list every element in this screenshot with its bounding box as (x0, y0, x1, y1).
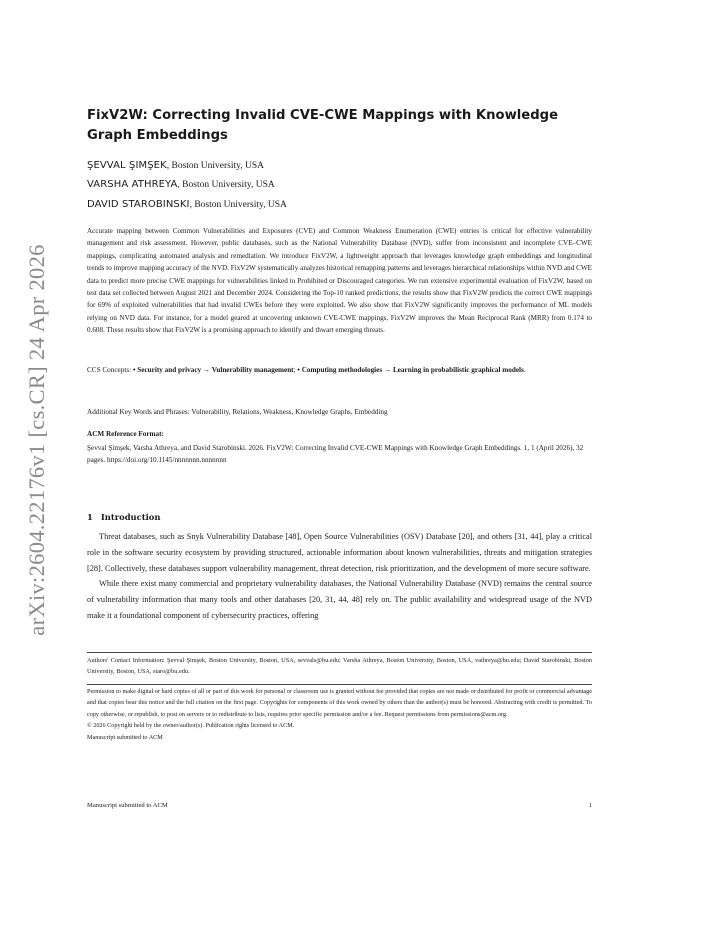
ccs-end: . (523, 366, 526, 374)
section-heading (87, 512, 160, 522)
ccs-concept-2: • Computing methodologies → Learning in probabilistic graphical models (297, 366, 524, 374)
section-title: Introduction (100, 512, 161, 522)
author-contact-info: Authors' Contact Information: Şevval Şimşek, Boston University, Boston, USA, sevvals@bu.edu; Varsha Athreya, Boston University, Boston, USA, vathreya@bu.edu; David Starobinski, Boston University, Boston, USA, staro@bu.edu. (87, 657, 592, 676)
abstract: Accurate mapping between Common Vulnerabilities and Exposures (CVE) and Common Weakness Enumeration (CWE) entries is critical for effective vulnerability management and risk assessment. However, public databases, such as the National Vulnerability Database (NVD), suffer from inconsistent and incomplete CVE–CWE mappings, complicating automated analysis and remediation. We introduce FixV2W, a lightweight approach that leverages knowledge graph embeddings and longitudinal trends to improve mapping accuracy of the NVD. FixV2W systematically analyzes historical remapping patterns and leverages hierarchical relationships within NVD and CWE data to predict more precise CWE mappings for vulnerabilities linked to Prohibited or Discouraged categories. We run extensive experimental evaluation of FixV2W, based on test data set collected between August 2021 and December 2024. Considering the Top-10 ranked predictions, the results show that FixV2W predicts the correct CWE mappings for 69% of exploited vulnerabilities that had invalid CWEs before they were exploited. We also show that FixV2W significantly improves the performance of ML models relying on NVD data. For instance, for a model geared at uncovering unknown CVE-CWE mappings, FixV2W improves the Mean Reciprocal Rank (MRR) from 0.174 to 0.608. These results show that FixV2W is a promising approach to identify and thwart emerging threats. (87, 227, 592, 335)
arxiv-stamp (22, 235, 52, 645)
author-name: VARSHA ATHREYA (87, 179, 178, 190)
paper-title: FixV2W: Correcting Invalid CVE-CWE Mappings with Knowledge Graph Embeddings (87, 108, 559, 143)
footnote-divider (87, 652, 592, 653)
section-number: 1 (87, 512, 93, 522)
introduction-body (87, 529, 592, 624)
arxiv-identifier[interactable]: arXiv:2604.22176v1 [cs.CR] 24 Apr 2026 (24, 244, 49, 636)
page-number: 1 (588, 802, 592, 809)
ccs-label: CCS Concepts: (87, 366, 133, 374)
author-name: DAVID STAROBINSKI (87, 199, 190, 210)
copyright-line: © 2026 Copyright held by the owner/author(s). Publication rights licensed to ACM. (87, 722, 295, 730)
intro-paragraph-2: While there exist many commercial and proprietary vulnerability databases, the National Vulnerability Database (NVD) remains the central source of vulnerability information that many tools and other databases [20, 31, 44, 48] rely on. The public availability and widespread usage of the NVD make it a foundational component of cybersecurity practices, offering (87, 579, 592, 620)
permission-block (87, 686, 592, 743)
author-3 (87, 199, 287, 210)
ccs-separator: ; (293, 366, 298, 374)
acm-reference-heading: ACM Reference Format: (87, 430, 164, 438)
author-1 (87, 160, 264, 171)
author-affiliation: , Boston University, USA (189, 200, 287, 210)
author-affiliation: , Boston University, USA (166, 161, 265, 171)
footer-submission: Manuscript submitted to ACM (87, 802, 168, 809)
permission-divider (87, 684, 592, 685)
ccs-concept-1: • Security and privacy → Vulnerability management (132, 366, 294, 374)
intro-paragraph-1: Threat databases, such as Snyk Vulnerability Database [48], Open Source Vulnerabilities (OSV) Database [20], and others [31, 44], play a critical role in the software security ecosystem by providing structured, actionable information about known vulnerabilities, threats and mitigation strategies [28]. Collectively, these databases support vulnerability management, threat detection, risk prioritization, and the development of more secure software. (87, 532, 592, 573)
author-name: ŞEVVAL ŞIMŞEK (87, 160, 167, 171)
author-2 (87, 179, 275, 190)
author-affiliation: , Boston University, USA (177, 180, 275, 190)
submission-note: Manuscript submitted to ACM (87, 733, 163, 741)
ccs-concepts (87, 364, 592, 376)
acm-reference-text: Şevval Şimşek, Varsha Athreya, and David Starobinski. 2026. FixV2W: Correcting Invalid CVE-CWE Mappings with Knowledge Graph Embeddings. 1, 1 (April 2026), 32 pages. https://doi.org/10.1145/nnnnnnn.nnnnnnn (87, 444, 584, 465)
keywords: Additional Key Words and Phrases: Vulnerability, Relations, Weakness, Knowledge Graphs, Embedding (87, 408, 388, 416)
permission-notice: Permission to make digital or hard copies of all or part of this work for personal or classroom use is granted without fee provided that copies are not made or distributed for profit or commercial advantage and that copies bear this notice and the full citation on the first page. Copyrights for components of this work owned by others than the author(s) must be honored. Abstracting with credit is permitted. To copy otherwise, or republish, to post on servers or to redistribute to lists, requires prior specific permission and/or a fee. Request permissions from permissions@acm.org. (87, 688, 592, 718)
